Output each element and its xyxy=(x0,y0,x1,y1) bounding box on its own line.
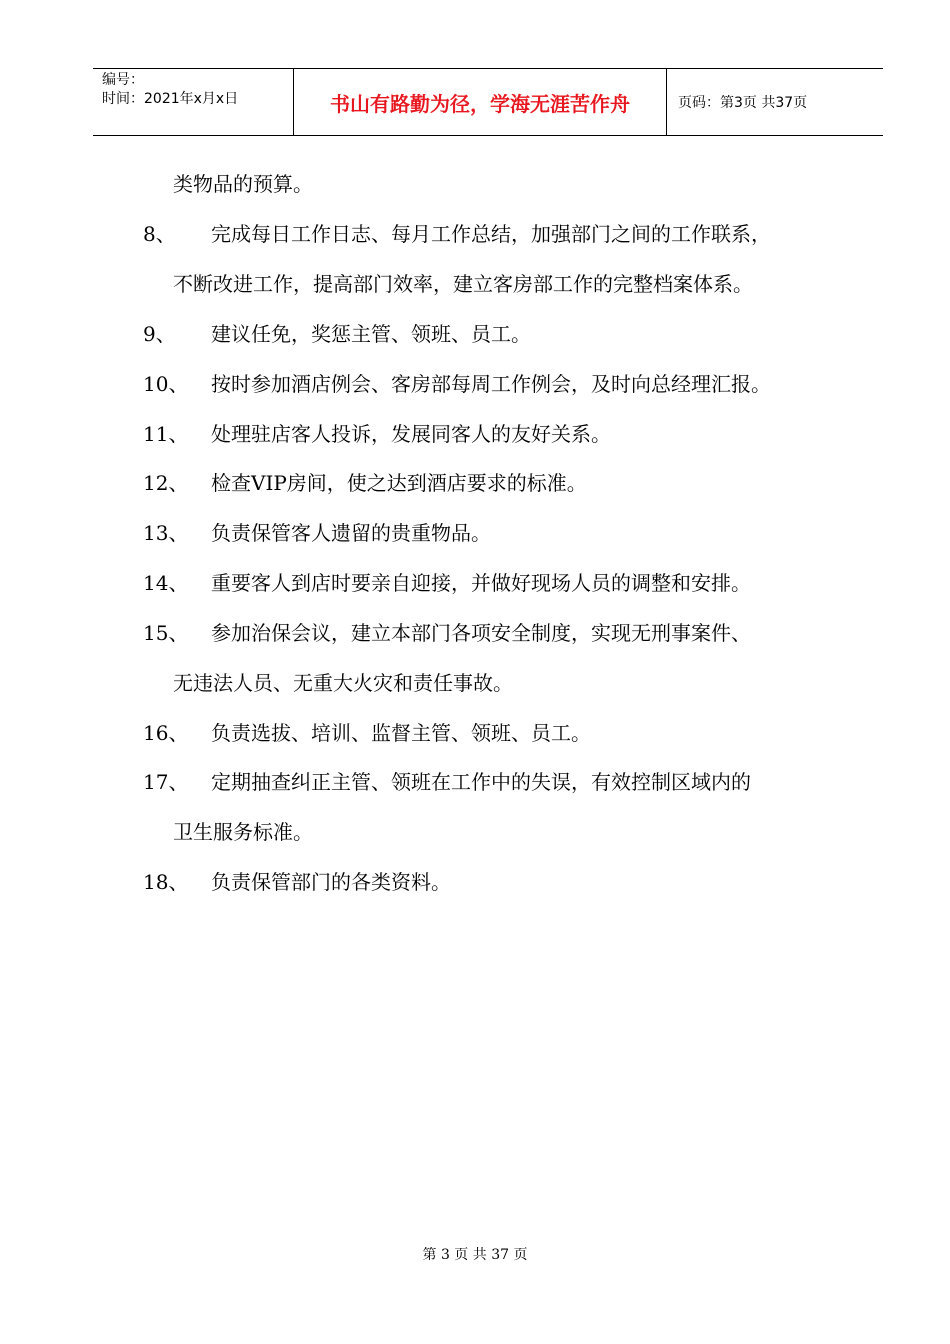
item-continuation: 卫生服务标准。 xyxy=(173,820,313,844)
item-text: 参加治保会议，建立本部门各项安全制度，实现无刑事案件、 xyxy=(211,621,751,645)
item-number: 17、 xyxy=(143,770,189,794)
item-number: 18、 xyxy=(143,870,189,894)
header-page-cell xyxy=(667,69,883,135)
item-number: 10、 xyxy=(143,372,189,396)
item-text: 负责选拔、培训、监督主管、领班、员工。 xyxy=(211,721,591,745)
item-number: 12、 xyxy=(143,471,189,495)
item-number: 14、 xyxy=(143,571,189,595)
footer-page-number: 第 3 页 共 37 页 xyxy=(422,1247,528,1263)
item-number: 9、 xyxy=(143,322,176,346)
item-continuation: 不断改进工作，提高部门效率，建立客房部工作的完整档案体系。 xyxy=(173,272,753,296)
header-motto-cell xyxy=(294,69,667,135)
item-text: 检查VIP房间，使之达到酒店要求的标准。 xyxy=(211,471,587,495)
item-text: 负责保管客人遗留的贵重物品。 xyxy=(211,521,491,545)
time-label: 时间：2021年x月x日 xyxy=(102,91,239,107)
item-text: 定期抽查纠正主管、领班在工作中的失误，有效控制区域内的 xyxy=(211,770,751,794)
item-text: 负责保管部门的各类资料。 xyxy=(211,870,451,894)
header-meta xyxy=(93,69,294,135)
page-footer xyxy=(0,1246,950,1264)
item-number: 11、 xyxy=(143,422,189,446)
item-number: 8、 xyxy=(143,222,176,246)
item-text: 完成每日工作日志、每月工作总结，加强部门之间的工作联系， xyxy=(211,222,771,246)
item-number: 16、 xyxy=(143,721,189,745)
item-number: 15、 xyxy=(143,621,189,645)
code-label: 编号： xyxy=(102,72,144,88)
item-text: 处理驻店客人投诉，发展同客人的友好关系。 xyxy=(211,422,611,446)
item-text: 按时参加酒店例会、客房部每周工作例会，及时向总经理汇报。 xyxy=(211,372,771,396)
item-text: 重要客人到店时要亲自迎接，并做好现场人员的调整和安排。 xyxy=(211,571,751,595)
intro-continuation: 类物品的预算。 xyxy=(173,172,313,196)
item-number: 13、 xyxy=(143,521,189,545)
item-text: 建议任免，奖惩主管、领班、员工。 xyxy=(211,322,531,346)
motto: 书山有路勤为径，学海无涯苦作舟 xyxy=(330,91,630,116)
page-header xyxy=(93,68,883,136)
item-continuation: 无违法人员、无重大火灾和责任事故。 xyxy=(173,671,513,695)
page-label: 页码：第3页 共37页 xyxy=(678,95,808,111)
